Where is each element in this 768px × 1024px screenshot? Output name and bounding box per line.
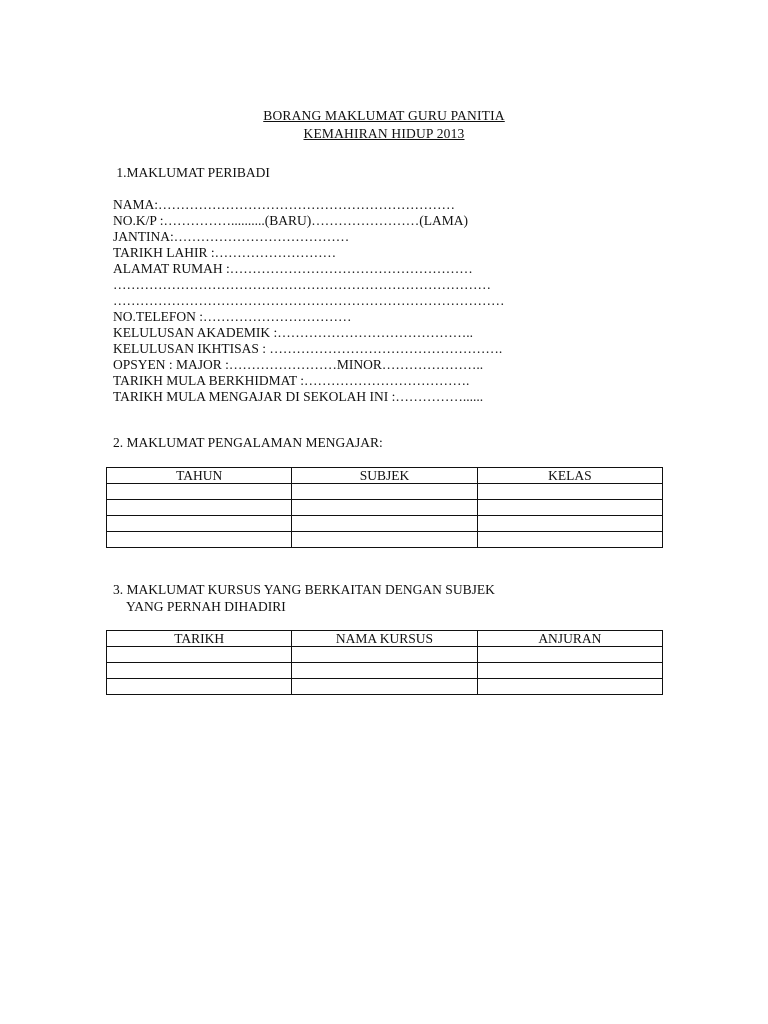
column-header-kelas: KELAS (477, 468, 662, 484)
table-cell[interactable] (107, 647, 292, 663)
section3-heading-line2: YANG PERNAH DIHADIRI (113, 599, 286, 614)
table-cell[interactable] (292, 679, 477, 695)
form-title-line2: KEMAHIRAN HIDUP 2013 (303, 126, 465, 141)
field-no-kp[interactable]: NO.K/P :……………..........(BARU)……………………(LAMA) (113, 213, 468, 228)
table-cell[interactable] (292, 663, 477, 679)
field-kelulusan-ikhtisas[interactable]: KELULUSAN IKHTISAS : ……………………………………………. (113, 341, 503, 356)
table-row (107, 663, 663, 679)
table-cell[interactable] (477, 647, 662, 663)
column-header-anjuran: ANJURAN (477, 631, 662, 647)
field-tarikh-mula-mengajar[interactable]: TARIKH MULA MENGAJAR DI SEKOLAH INI :……………...... (113, 389, 484, 404)
table-cell[interactable] (107, 500, 292, 516)
table-cell[interactable] (107, 484, 292, 500)
field-tarikh-lahir[interactable]: TARIKH LAHIR :……………………… (113, 245, 337, 260)
field-jantina[interactable]: JANTINA:………………………………… (113, 229, 350, 244)
table-cell[interactable] (477, 679, 662, 695)
table-row (107, 647, 663, 663)
field-kelulusan-akademik[interactable]: KELULUSAN AKADEMIK :…………………………………….. (113, 325, 473, 340)
table-row (107, 679, 663, 695)
table-cell[interactable] (292, 516, 477, 532)
field-tarikh-mula-berkhidmat[interactable]: TARIKH MULA BERKHIDMAT :………………………………. (113, 373, 470, 388)
teaching-experience-table (106, 467, 663, 548)
table-row (107, 532, 663, 548)
column-header-tarikh: TARIKH (107, 631, 292, 647)
field-nama[interactable]: NAMA:………………………………………………………… (113, 197, 456, 212)
table-cell[interactable] (292, 484, 477, 500)
table-row (107, 516, 663, 532)
field-alamat-rumah[interactable]: ALAMAT RUMAH :……………………………………………… (113, 261, 473, 276)
form-title-line1: BORANG MAKLUMAT GURU PANITIA (263, 108, 505, 123)
section3-heading-line1: 3. MAKLUMAT KURSUS YANG BERKAITAN DENGAN SUBJEK (113, 582, 495, 597)
table-cell[interactable] (477, 532, 662, 548)
table-cell[interactable] (107, 679, 292, 695)
table-cell[interactable] (107, 516, 292, 532)
table-cell[interactable] (477, 516, 662, 532)
column-header-tahun: TAHUN (107, 468, 292, 484)
column-header-nama-kursus: NAMA KURSUS (292, 631, 477, 647)
table-row (107, 500, 663, 516)
table-cell[interactable] (477, 663, 662, 679)
courses-table (106, 630, 663, 695)
field-opsyen[interactable]: OPSYEN : MAJOR :……………………MINOR………………….. (113, 357, 484, 372)
table-cell[interactable] (292, 532, 477, 548)
table-cell[interactable] (477, 484, 662, 500)
table-header-row (107, 631, 663, 647)
field-alamat-line3[interactable]: …………………………………………………………………………… (113, 293, 505, 308)
field-no-telefon[interactable]: NO.TELEFON :…………………………… (113, 309, 352, 324)
field-alamat-line2[interactable]: ………………………………………………………………………… (113, 277, 491, 292)
table-cell[interactable] (292, 647, 477, 663)
table-row (107, 484, 663, 500)
table-cell[interactable] (292, 500, 477, 516)
column-header-subjek: SUBJEK (292, 468, 477, 484)
table-header-row (107, 468, 663, 484)
table-cell[interactable] (107, 663, 292, 679)
table-cell[interactable] (107, 532, 292, 548)
section1-heading: 1.MAKLUMAT PERIBADI (113, 165, 270, 180)
section2-heading: 2. MAKLUMAT PENGALAMAN MENGAJAR: (113, 435, 383, 450)
table-cell[interactable] (477, 500, 662, 516)
